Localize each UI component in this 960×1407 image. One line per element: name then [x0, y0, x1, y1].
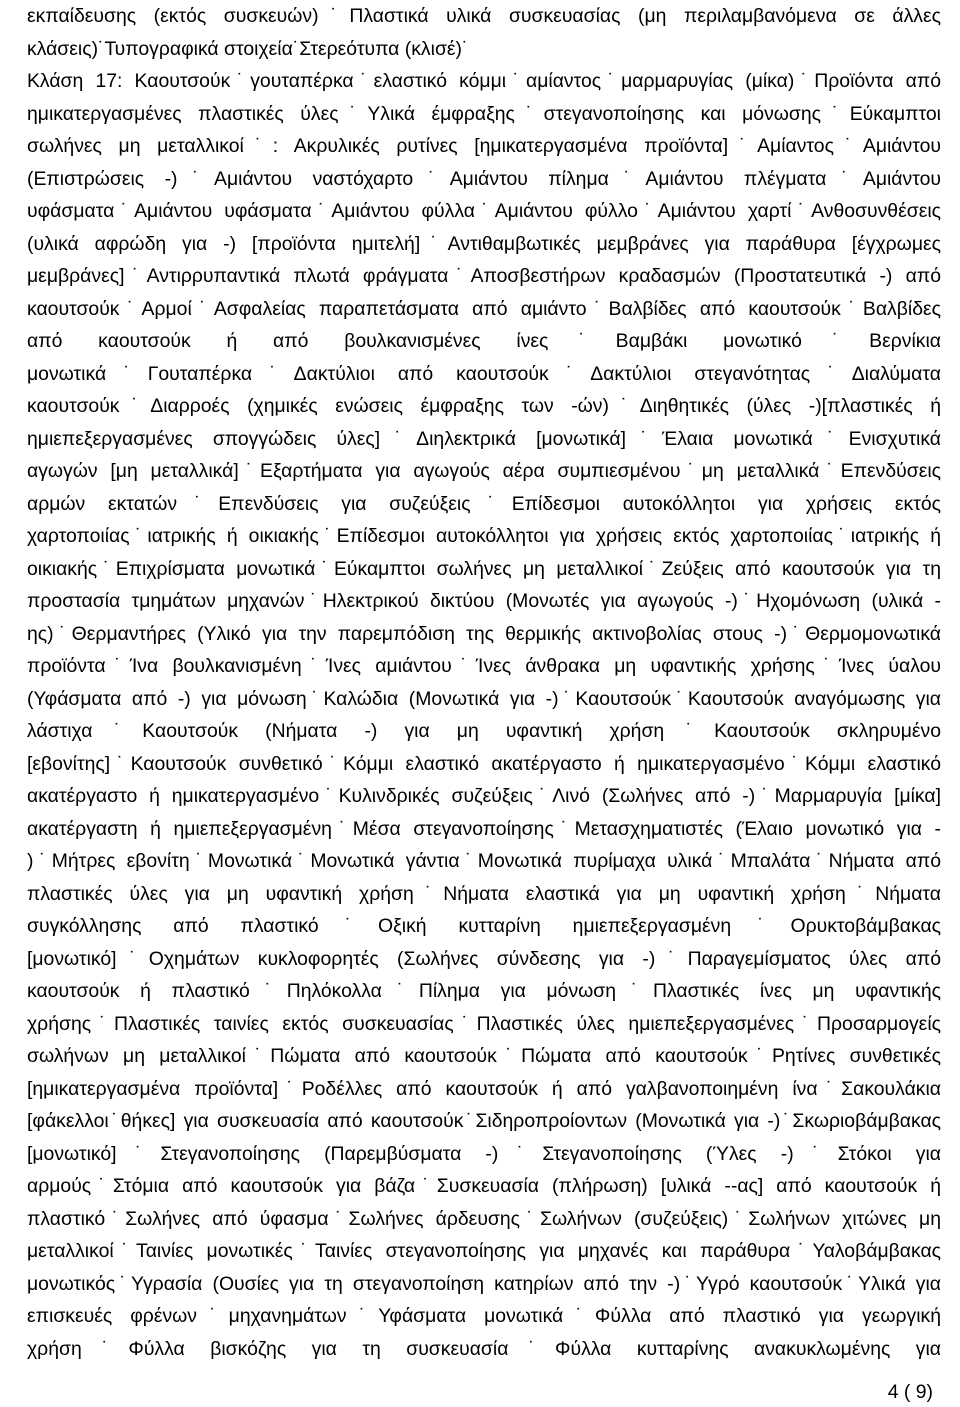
text-line: ης)˙Θερμαντήρες (Υλικό για την παρεμπόδιση της θερμικής ακτινοβολίας στους -)˙Θερμομονωτικά [27, 622, 941, 645]
text-line: )˙Μήτρες εβονίτη˙Μονωτικά˙Μονωτικά γάντια˙Μονωτικά πυρίμαχα υλικά˙Μπαλάτα˙Νήματα από [27, 850, 941, 872]
text-line: ακατέργαστη ή ημιεπεξεργασμένη˙Μέσα στεγανοποίησης˙Μετασχηματιστές (Έλαιο μονωτικό για - [27, 817, 941, 840]
text-line: χρήση˙Φύλλα βισκόζης για τη συσκευασία˙Φύλλα κυτταρίνης ανακυκλωμένης για [27, 1337, 941, 1360]
text-line: προϊόντα˙Ίνα βουλκανισμένη˙Ίνες αμιάντου˙Ίνες άνθρακα μη υφαντικής χρήσης˙Ίνες ύαλου [27, 655, 941, 677]
text-line: μεμβράνες]˙Αντιρρυπαντικά πλωτά φράγματα˙Αποσβεστήρων κραδασμών (Προστατευτικά -) από [27, 265, 941, 287]
text-line: λάστιχα˙Καουτσούκ (Νήματα -) για μη υφαντική χρήση˙Καουτσούκ σκληρυμένο [27, 720, 941, 742]
text-line: [μονωτικό]˙Στεγανοποίησης (Παρεμβύσματα -)˙Στεγανοποίησης (Ύλες -)˙Στόκοι για [27, 1142, 941, 1165]
text-line: εκπαίδευσης (εκτός συσκευών)˙Πλαστικά υλικά συσκευασίας (μη περιλαμβανόμενα σε άλλες [27, 5, 941, 27]
text-line: χρήσης˙Πλαστικές ταινίες εκτός συσκευασίας˙Πλαστικές ύλες ημιεπεξεργασμένες˙Προσαρμογείς [27, 1012, 941, 1035]
text-line: πλαστικό˙Σωλήνες από ύφασμα˙Σωλήνες άρδευσης˙Σωλήνων (συζεύξεις)˙Σωλήνων χιτώνες μη [27, 1207, 941, 1230]
text-line: χαρτοποιίας˙ιατρικής ή οικιακής˙Επίδεσμοι αυτοκόλλητοι για χρήσεις εκτός χαρτοποιίας˙ιατρικής ή [27, 525, 941, 547]
text-line: (Επιστρώσεις -)˙Αμιάντου ναστόχαρτο˙Αμιάντου πίλημα˙Αμιάντου πλέγματα˙Αμιάντου [27, 167, 941, 190]
text-line: (Υφάσματα από -) για μόνωση˙Καλώδια (Μονωτικά για -)˙Καουτσούκ˙Καουτσούκ αναγόμωσης για [27, 687, 941, 710]
text-line: αρμών εκτατών˙Επενδύσεις για συζεύξεις˙Επίδεσμοι αυτοκόλλητοι για χρήσεις εκτός [27, 492, 941, 515]
text-line: [ημικατεργασμένα προϊόντα]˙Ροδέλλες από καουτσούκ ή από γαλβανοποιημένη ίνα˙Σακουλάκια [27, 1077, 941, 1100]
text-line: κλάσεις)˙Τυπογραφικά στοιχεία˙Στερεότυπα (κλισέ)˙ [27, 37, 469, 60]
text-line: καουτσούκ˙Διαρροές (χημικές ενώσεις έμφραξης των -ών)˙Διηθητικές (ύλες -)[πλαστικές ή [27, 395, 941, 417]
text-line: μονωτικός˙Υγρασία (Ουσίες για τη στεγανοποίηση κατηρίων από την -)˙Υγρό καουτσούκ˙Υλικά για [27, 1272, 941, 1295]
text-line: ακατέργαστο ή ημικατεργασμένο˙Κυλινδρικές συζεύξεις˙Λινό (Σωλήνες από -)˙Μαρμαρυγία [μίκα] [27, 785, 941, 807]
text-line: πλαστικές ύλες για μη υφαντική χρήση˙Νήματα ελαστικά για μη υφαντική χρήση˙Νήματα [27, 882, 941, 905]
text-line: οικιακής˙Επιχρίσματα μονωτικά˙Εύκαμπτοι σωλήνες μη μεταλλικοί˙Ζεύξεις από καουτσούκ για τη [27, 557, 941, 580]
text-line: προστασία τμημάτων μηχανών˙Ηλεκτρικού δικτύου (Μονωτές για αγωγούς -)˙Ηχομόνωση (υλικά - [27, 590, 941, 612]
text-line: επισκευές φρένων˙μηχανημάτων˙Υφάσματα μονωτικά˙Φύλλα από πλαστικό για γεωργική [27, 1305, 941, 1327]
text-line: ημικατεργασμένες πλαστικές ύλες˙Υλικά έμφραξης˙στεγανοποίησης και μόνωσης˙Εύκαμπτοι [27, 102, 941, 125]
text-line: μεταλλικοί˙Ταινίες μονωτικές˙Ταινίες στεγανοποίησης για μηχανές και παράθυρα˙Υαλοβάμβακας [27, 1240, 941, 1262]
text-line: συγκόλλησης από πλαστικό˙Οξική κυτταρίνη ημιεπεξεργασμένη˙Ορυκτοβάμβακας [27, 915, 941, 937]
text-line: καουτσούκ˙Αρμοί˙Ασφαλείας παραπετάσματα από αμιάντο˙Βαλβίδες από καουτσούκ˙Βαλβίδες [27, 297, 941, 320]
text-line: [φάκελλοι˙θήκες] για συσκευασία από καουτσούκ˙Σιδηροπροίοντων (Μονωτικά για -)˙Σκωριοβάμβακας [27, 1110, 941, 1132]
text-line: υφάσματα˙Αμιάντου υφάσματα˙Αμιάντου φύλλα˙Αμιάντου φύλλο˙Αμιάντου χαρτί˙Ανθοσυνθέσεις [27, 200, 941, 222]
text-line: μονωτικά˙Γουταπέρκα˙Δακτύλιοι από καουτσούκ˙Δακτύλιοι στεγανότητας˙Διαλύματα [27, 362, 941, 385]
page-number: 4 ( 9) [887, 1381, 933, 1403]
text-line: ημιεπεξεργασμένες σπογγώδεις ύλες]˙Διηλεκτρικά [μονωτικά]˙Έλαια μονωτικά˙Ενισχυτικά [27, 427, 941, 450]
text-line: (υλικά αφρώδη για -) [προϊόντα ημιτελή]˙Αντιθαμβωτικές μεμβράνες για παράθυρα [έγχρωμες [27, 232, 941, 255]
text-line: από καουτσούκ ή από βουλκανισμένες ίνες˙Βαμβάκι μονωτικό˙Βερνίκια [27, 330, 941, 352]
text-line: αγωγών [μη μεταλλικά]˙Εξαρτήματα για αγωγούς αέρα συμπιεσμένου˙μη μεταλλικά˙Επενδύσεις [27, 460, 941, 482]
text-line: σωλήνες μη μεταλλικοί˙: Ακρυλικές ρυτίνες [ημικατεργασμένα προϊόντα]˙Αμίαντος˙Αμιάντου [27, 135, 941, 157]
text-line: [μονωτικό]˙Οχημάτων κυκλοφορητές (Σωλήνες σύνδεσης για -)˙Παραγεμίσματος ύλες από [27, 947, 941, 970]
text-line: Κλάση 17: Καουτσούκ˙γουταπέρκα˙ελαστικό κόμμι˙αμίαντος˙μαρμαρυγίας (μίκα)˙Προϊόντα από [27, 70, 941, 92]
text-line: καουτσούκ ή πλαστικό˙Πηλόκολλα˙Πίλημα για μόνωση˙Πλαστικές ίνες μη υφαντικής [27, 980, 941, 1002]
text-line: σωλήνων μη μεταλλικοί˙Πώματα από καουτσούκ˙Πώματα από καουτσούκ˙Ρητίνες συνθετικές [27, 1045, 941, 1067]
text-line: [εβονίτης]˙Καουτσούκ συνθετικό˙Κόμμι ελαστικό ακατέργαστο ή ημικατεργασμένο˙Κόμμι ελαστικό [27, 752, 941, 775]
text-line: αρμούς˙Στόμια από καουτσούκ για βάζα˙Συσκευασία (πλήρωση) [υλικά --ας] από καουτσούκ ή [27, 1175, 941, 1197]
